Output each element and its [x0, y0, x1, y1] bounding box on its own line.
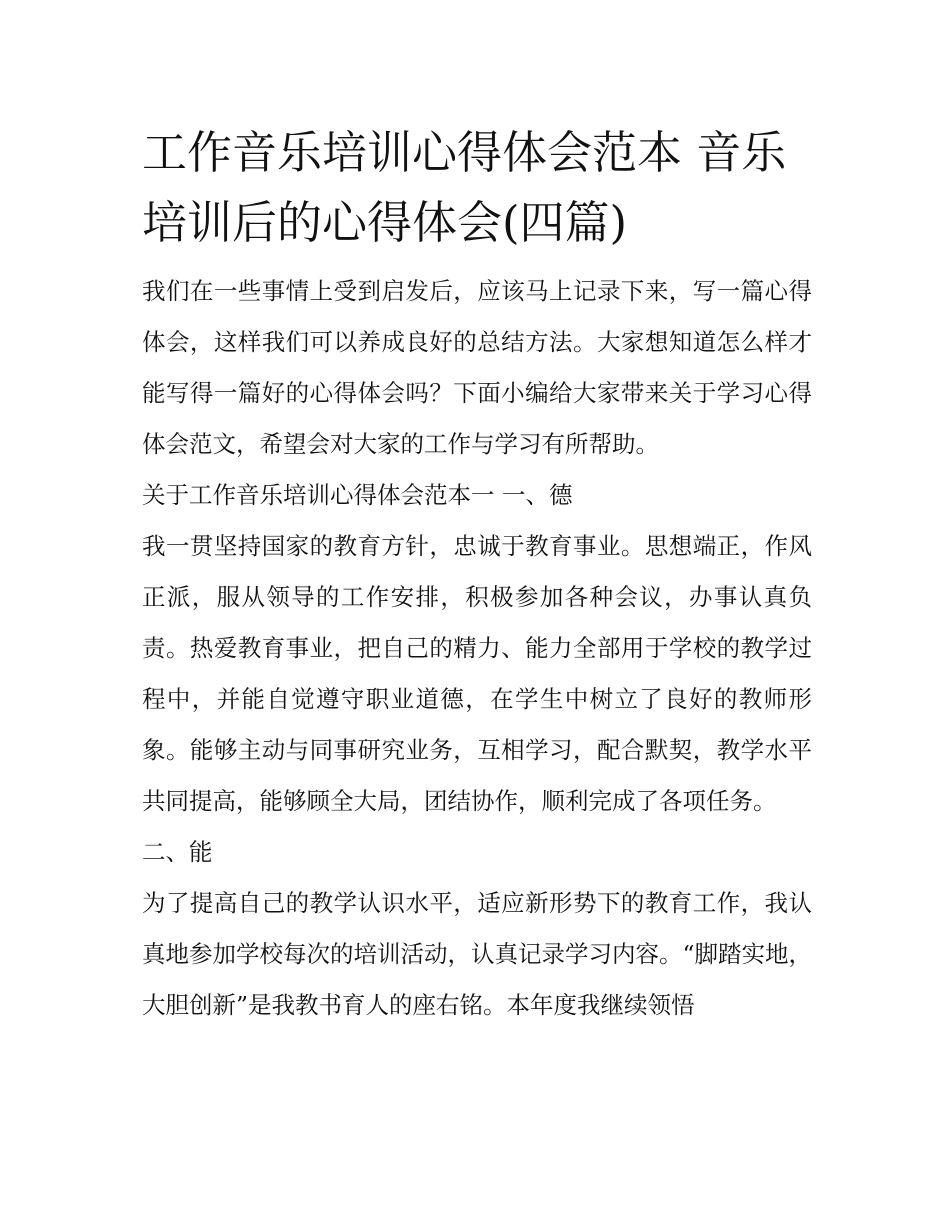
- section-heading-ability: 二、能: [142, 838, 213, 866]
- document-page: [142, 118, 812, 1031]
- virtue-paragraph: 我一贯坚持国家的教育方针，忠诚于教育事业。思想端正，作风正派，服从领导的工作安排，积极参加各种会议，办事认真负责。热爱教育事业，把自己的精力、能力全部用于学校的教学过程中，并能自觉遵守职业道德，在学生中树立了良好的教师形象。能够主动与同事研究业务，互相学习，配合默契，教学水平共同提高，能够顾全大局，团结协作，顺利完成了各项任务。: [142, 532, 812, 815]
- ability-paragraph: 为了提高自己的教学认识水平，适应新形势下的教育工作，我认真地参加学校每次的培训活动，认真记录学习内容。“脚踏实地，大胆创新”是我教书育人的座右铭。本年度我继续领悟: [142, 889, 813, 1019]
- intro-paragraph: 我们在一些事情上受到启发后，应该马上记录下来，写一篇心得体会，这样我们可以养成良好的总结方法。大家想知道怎么样才能写得一篇好的心得体会吗？下面小编给大家带来关于学习心得体会范文，希望会对大家的工作与学习有所帮助。: [142, 277, 812, 458]
- document-title: 工作音乐培训心得体会范本 音乐培训后的心得体会(四篇): [142, 126, 787, 249]
- section-heading-virtue: 关于工作音乐培训心得体会范本一 一、德: [142, 481, 573, 509]
